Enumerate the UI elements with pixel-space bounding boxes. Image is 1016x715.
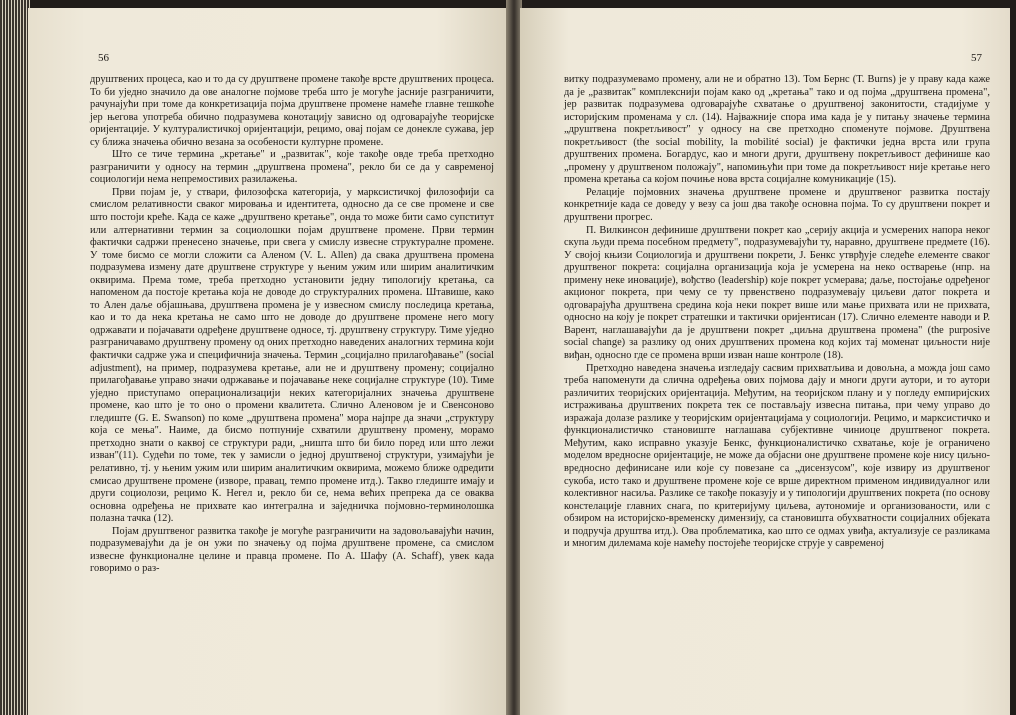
page-edges (0, 0, 30, 715)
left-page (28, 8, 508, 715)
right-page (520, 8, 1010, 715)
paragraph: П. Вилкинсон дефинише друштвени покрет као „серију акција и усмерених напора неког скупа људи према посебном предмету", подразумевајући ту, наравно, друштвене предмете (16). У својој књизи Социологија и друштвени покрети, Ј. Бенкс утврђује следеће елементе сваког друштвеног покрета: социјална организација која је усмерена на неко остварење (нпр. на примену неке иновације), вођство (leadership) које покрет усмерава; даље, постојање одређеног акционог покрета, при чему се ту првенствено подразумевају циљеви датог покрета и одговарајућа друштвена средина која неки покрет више или мање прихвата или не прихвата, односно на коју је покрет стратешки и тактички оријентисан (17). Слично елементе наводи и Р. Варент, наглашавајући да је друштвени покрет „циљна друштвена промена" (the purposive social change) за разлику од оних друштвених промена код којих тај моменат циљности није виђан, односно где се промена врши изван наше контроле (18). (564, 224, 990, 362)
paragraph: Први појам је, у ствари, филозофска категорија, у марксистичкој филозофији са смислом релативности сваког мировања и идентитета, односно да се све промене и све што постоји креће. Када се каже „друштвено кретање", онда то може бити само супститут или алтернативни термин за социолошки појам друштвене промене. Први термин фактички садржи пренесено значење, при свега у смислу извесне структуралне промене. У томе бисмо се могли сложити са Аленом (V. L. Allen) да свака друштвена промена подразумева измену дате друштвене структуре у њеним ужим или ширим аналитичким оквирима. Према томе, треба претходно установити једну типологију кретања, са напоменом да постоје кретања која не доводе до структуралних промена. Штавише, како то Ален даље објашњава, друштвена промена је у извесном смислу последица кретања, као и то да нека кретања не само што не доводе до друштвене промене него могу одржавати и појачавати одређене друштвене односе, тј. друштвену структуру. Тиме уједно разграничавамо друштвену промену од оних претходно наведених аналогних термина који фактички садрже ужа и специфичнија значења. Термин „социјално прилагођавање" (social adjustment), на пример, подразумева кретање, али не и друштвену промену; социјално прилагођавање управо значи одржавање и појачавање неке социјалне структуре (10). Тиме уједно приступамо операционализацији неких категоријалних значења друштвене промене, као што је то оно о промени квалитета. Слично Аленовом је и Свенсоново гледиште (G. E. Swanson) по коме „друштвена промена" мора најпре да значи „структуру која се мења". Наиме, да бисмо потпуније схватили друштвену промену, морамо претходно знати о каквој се структури ради, „ништа што би било поред или што лежи изван"(11). Судећи по томе, тек у замисли о једној друштвеној структури, узимајући је релативно, тј. у њеним ужим или ширим аналитичким оквирима, можемо ближе одредити смисао друштвене промене (изворе, правац, темпо промене итд.). Такво гледиште имају и други социолози, рецимо К. Негел и, рекло би се, нема већих препрека да се оваква основна одређења не прихвате као интегрална и заједничка појмовно-терминолошка полазна тачка (12). (90, 186, 494, 525)
paragraph: Што се тиче термина „кретање" и „развитак", које такође овде треба претходно разграничити у односу на термин „друштвена промена", рекло би се да у савременој социологији нема непремостивих разилажења. (90, 149, 494, 186)
left-page-text (90, 74, 494, 576)
paragraph: друштвених процеса, као и то да су друштвене промене такође врсте друштвених процеса. То би уједно значило да ове аналогне појмове треба што је могуће јасније разграничити, рачунајући при томе да конкретизација појма друштвене промене намеће главне тешкоће јер његова употреба обично подразумева конотацију зависно од одговарајуће теоријске оријентације. У културалистичкој оријентацији, рецимо, овај појам се донекле сужава, јер су ближа значења обично везана за особености културне промене. (90, 74, 494, 148)
paragraph: витку подразумевамо промену, али не и обратно 13). Том Бернс (T. Burns) је у праву када каже да је „развитак" комплекснији појам како од „кретања" тако и од појма „друштвена промена", јер развитак подразумева одговарајуће схватање о друштвеној законитости, стадијуме у историјским променама у сл. (14). Најважније спора има када је у питању значење термина „друштвена покретљивост" у односу на све претходно споменуте појмове. Друштвена покретљивост (the social mobility, la mobilité social) је фактички једна врста или група друштвених промена. Богардус, као и многи други, друштвену покретљивост дефинише као „промену у друштвеном положају", напомињући при томе да покретљивост није кретање него промена кретања са којом почиње нова врста социјалне комуникације (15). (564, 74, 990, 186)
paragraph: Релације појмовних значења друштвене промене и друштвеног развитка постају конкретније када се доведу у везу са још два такође основна појма. То су друштвени покрет и друштвени прогрес. (564, 186, 990, 224)
right-page-number: 57 (971, 52, 982, 64)
paragraph: Претходно наведена значења изгледају сасвим прихватљива и довољна, а можда још само треба напоменути да слична одређења ових појмова дају и многи други аутори, и то аутори различитих теоријских оријентација. Међутим, на теоријском плану и у погледу емпиријских истраживања друштвених покрета тек се постављају извесна питања, при чему управо до изражаја долазе разлике у теоријским оријентацијама у социологији. Рецимо, и марксистичко и функционалистичко становиште наглашава субјективне чиниоце друштвеног покрета. Међутим, како исправно указује Бенкс, функционалистичко схватање, које је ограничено моделом вредносне оријентације, не може да објасни оне друштвене промене које нису циљно-вредносно дефинисане или које су повезане са „дисензусом", које извиру из друштвеног сукоба, исто тако и друштвене промене које се врше директном применом индивидуалног или колективног насиља. Разлике се такође показују и у типологији друштвених покрета (по основу констелације главних снага, по критеријуму циљева, аутономије и организованости, или с обзиром на историјско-временску димензију, са становишта обухватности социјалних објеката и подручја друштва итд.). Ова проблематика, као што се одмах увиђа, актуализује се разликама и многим дилемама које намећу постојеће теоријске струје у савременој (564, 362, 990, 550)
paragraph: Појам друштвеног развитка такође је могуће разграничити на задовољавајући начин, подразумевајући да је он ужи по значењу од појма друштвене промене, са смислом извесне функционалне целине и правца промене. По А. Шафу (A. Schaff), увек када говоримо о раз- (90, 525, 494, 575)
left-page-number: 56 (98, 52, 109, 64)
right-page-text (564, 74, 990, 551)
